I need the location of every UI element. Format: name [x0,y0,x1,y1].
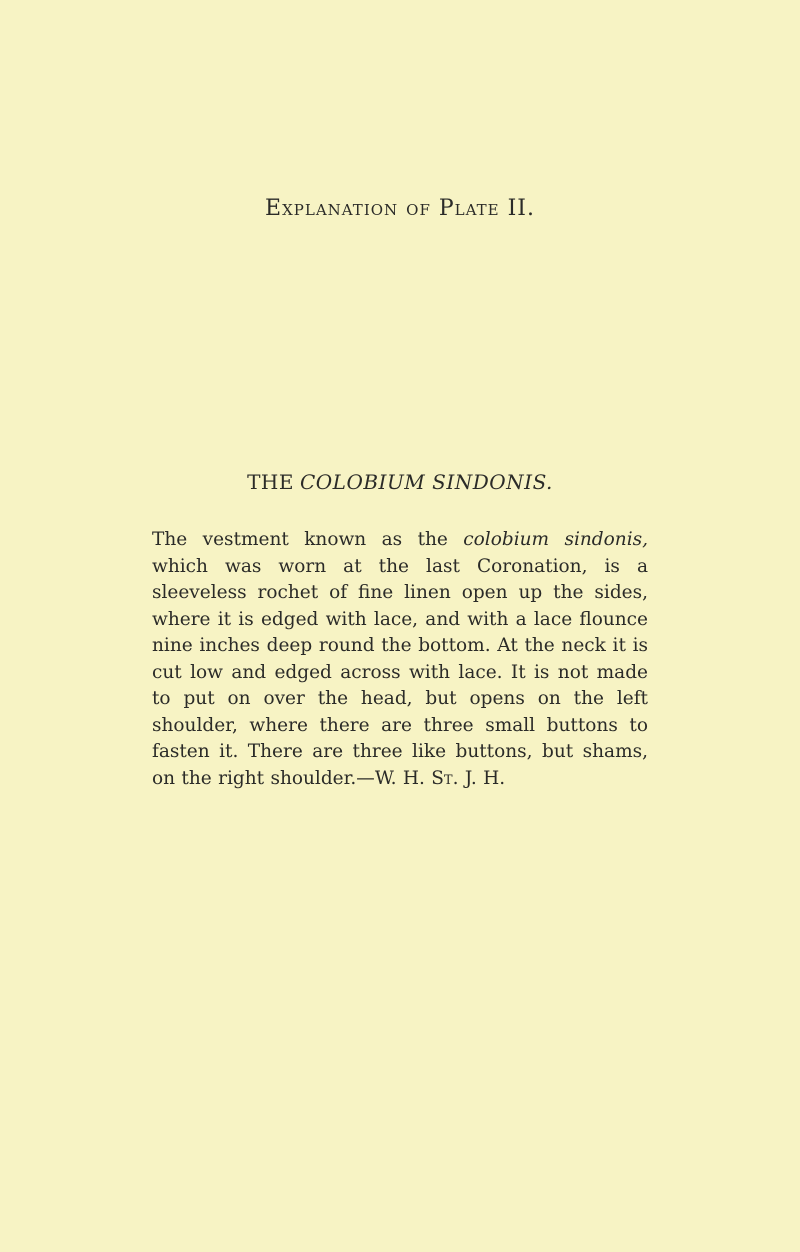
body-paragraph [152,527,648,792]
body-text-part1: The vestment known as the [152,529,464,550]
author-signature: W. H. St. J. H. [374,767,506,789]
article-title [0,472,800,492]
plate-heading: Explanation of Plate II. [265,196,535,221]
article-title-prefix: THE [247,470,294,494]
article-title-term: COLOBIUM SINDONIS. [299,470,553,494]
body-italic-term: colobium sindonis, [463,529,648,550]
article-body [152,527,648,792]
body-text-part2: which was worn at the last Coronation, is a sleeveless rochet of fine linen open up the sides, where it is edged with lace, and with a lace flounce nine inches deep round the bottom. At the neck it is cut low and edged across with lace. It is not made to put on over the head, but opens on the left shoulder, where there are three small buttons to fasten it. There are three like buttons, but shams, on the right shoulder.— [152,555,648,789]
